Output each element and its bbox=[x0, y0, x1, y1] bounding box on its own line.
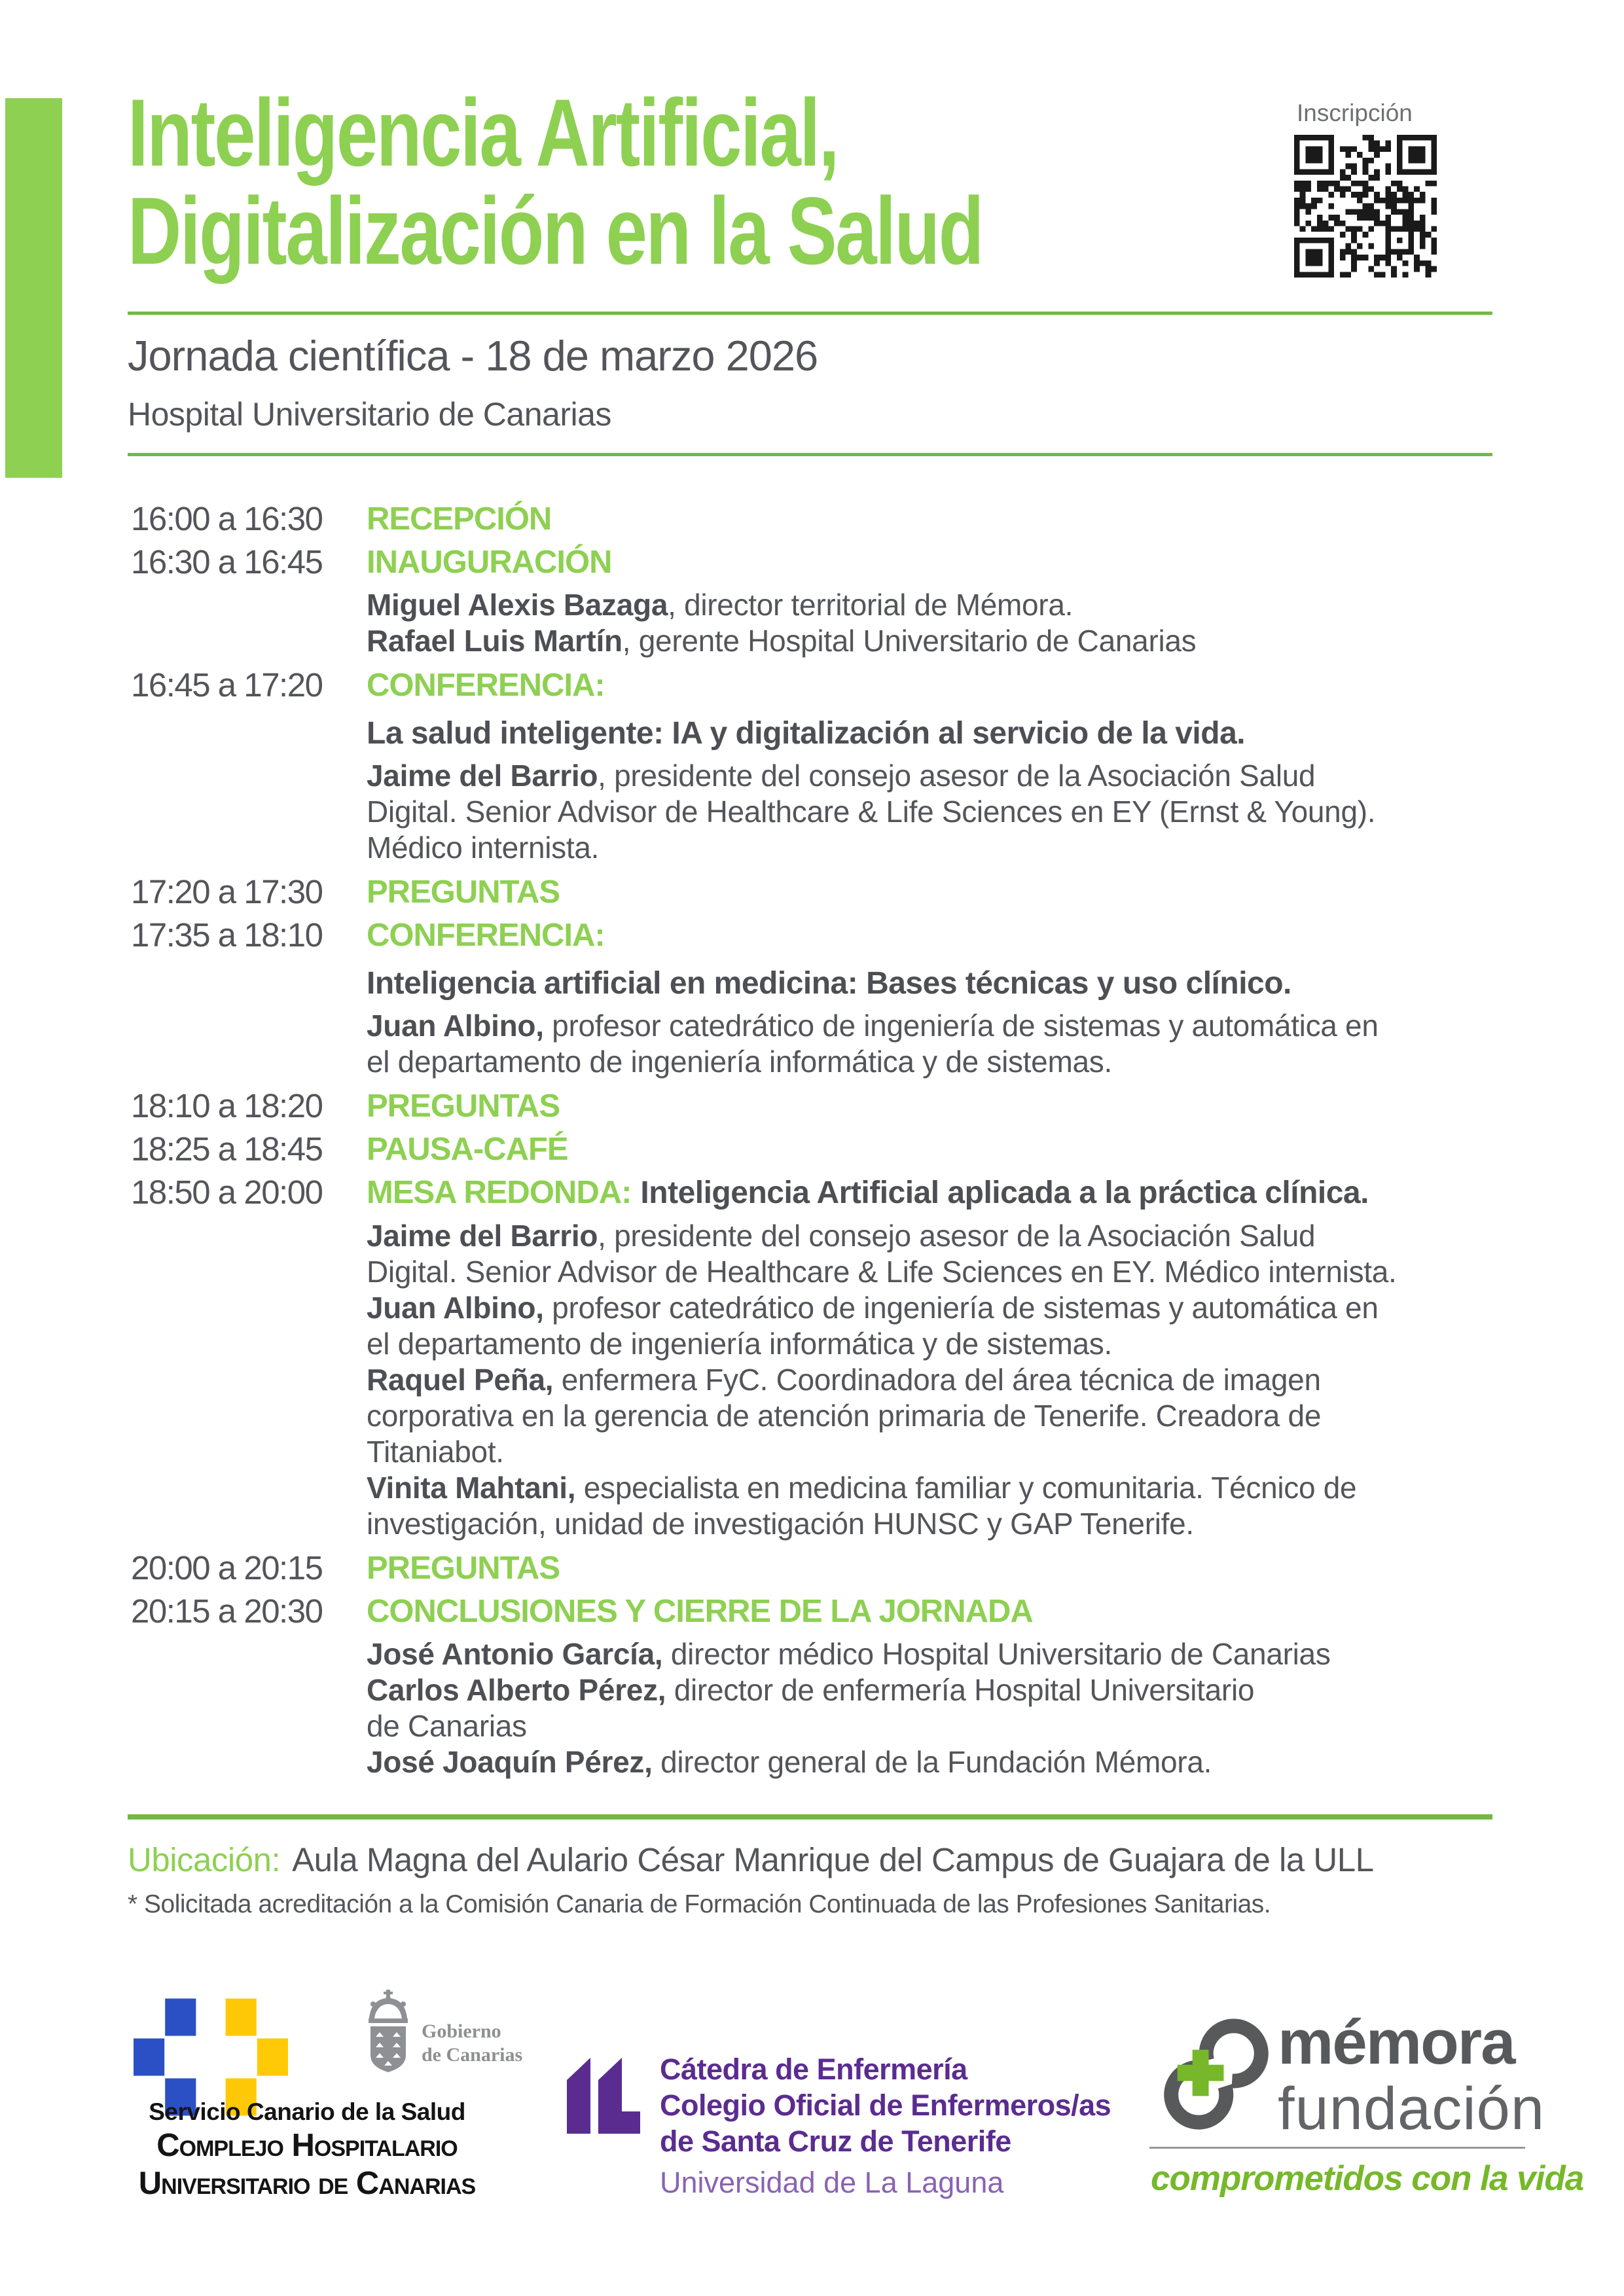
schedule bbox=[128, 494, 1535, 1788]
memora-divider bbox=[1149, 2147, 1525, 2149]
scs-service-label: Servicio Canario de la Salud bbox=[149, 2098, 465, 2125]
talk-title: La salud inteligente: IA y digitalización al servicio de la vida. bbox=[367, 716, 1246, 751]
schedule-time: 18:50 a 20:00 bbox=[131, 1174, 323, 1211]
schedule-row bbox=[128, 1131, 1535, 1168]
schedule-heading: CONFERENCIA: bbox=[367, 918, 605, 953]
speaker-line: corporativa en la gerencia de atención primaria de Tenerife. Creadora de bbox=[367, 1399, 1322, 1433]
location-text: Aula Magna del Aulario César Manrique del Campus de Guajara de la ULL bbox=[292, 1841, 1374, 1878]
schedule-heading: CONCLUSIONES Y CIERRE DE LA JORNADA bbox=[367, 1594, 1033, 1629]
schedule-row bbox=[128, 544, 1535, 659]
schedule-row bbox=[128, 1593, 1535, 1780]
speaker-line: Carlos Alberto Pérez, director de enfermería Hospital Universitario bbox=[367, 1673, 1255, 1707]
schedule-time: 18:10 a 18:20 bbox=[131, 1087, 323, 1124]
catedra-line: de Santa Cruz de Tenerife bbox=[660, 2125, 1011, 2158]
catedra-line: Colegio Oficial de Enfermeros/as bbox=[660, 2089, 1111, 2122]
schedule-time: 17:35 a 18:10 bbox=[131, 916, 323, 954]
schedule-time: 16:00 a 16:30 bbox=[131, 500, 323, 537]
speaker-line: Juan Albino, profesor catedrático de ingeniería de sistemas y automática en bbox=[367, 1009, 1379, 1043]
memora-name: mémora bbox=[1278, 2007, 1515, 2077]
speaker-line: José Joaquín Pérez, director general de la Fundación Mémora. bbox=[367, 1745, 1212, 1779]
schedule-content bbox=[367, 501, 1535, 537]
speaker-lines bbox=[367, 1218, 1535, 1542]
location-label: Ubicación: bbox=[128, 1841, 281, 1878]
speaker-line: Juan Albino, profesor catedrático de ingeniería de sistemas y automática en bbox=[367, 1291, 1379, 1325]
speaker-line: el departamento de ingeniería informática y de sistemas. bbox=[367, 1045, 1112, 1079]
schedule-content bbox=[367, 1174, 1535, 1542]
event-venue: Hospital Universitario de Canarias bbox=[128, 396, 611, 433]
schedule-content bbox=[367, 1550, 1535, 1587]
memora-logo-icon bbox=[1160, 2013, 1272, 2135]
memora-tagline: comprometidos con la vida bbox=[1151, 2159, 1584, 2198]
speaker-line: de Canarias bbox=[367, 1709, 527, 1743]
catedra-line: Cátedra de Enfermería bbox=[660, 2053, 967, 2086]
gobierno-canarias-label: Gobierno de Canarias bbox=[422, 2020, 523, 2066]
speaker-lines bbox=[367, 1008, 1535, 1080]
accent-bar bbox=[5, 98, 62, 478]
scs-complex-line1: Complejo Hospitalario bbox=[156, 2128, 458, 2163]
speaker-line: Rafael Luis Martín, gerente Hospital Universitario de Canarias bbox=[367, 624, 1197, 658]
schedule-time: 16:30 a 16:45 bbox=[131, 543, 323, 581]
schedule-time: 20:00 a 20:15 bbox=[131, 1549, 323, 1587]
schedule-content bbox=[367, 667, 1535, 866]
gobierno-canarias-crest-icon bbox=[364, 1990, 412, 2075]
speaker-line: Vinita Mahtani, especialista en medicina familiar y comunitaria. Técnico de bbox=[367, 1471, 1357, 1505]
schedule-time: 17:20 a 17:30 bbox=[131, 873, 323, 910]
scs-complex-line2: Universitario de Canarias bbox=[138, 2166, 476, 2201]
qr-code-icon bbox=[1294, 135, 1437, 278]
catedra-university: Universidad de La Laguna bbox=[660, 2166, 1004, 2199]
speaker-line: el departamento de ingeniería informática y de sistemas. bbox=[367, 1327, 1112, 1361]
ull-logo-icon bbox=[567, 2055, 640, 2139]
schedule-heading: PREGUNTAS bbox=[367, 874, 560, 910]
schedule-heading: CONFERENCIA: bbox=[367, 668, 605, 703]
location-line bbox=[128, 1840, 1373, 1879]
schedule-row bbox=[128, 1550, 1535, 1587]
schedule-heading: PAUSA-CAFÉ bbox=[367, 1132, 568, 1167]
schedule-content bbox=[367, 874, 1535, 910]
inscription-label: Inscripción bbox=[1297, 99, 1413, 126]
schedule-row bbox=[128, 667, 1535, 866]
speaker-line: Digital. Senior Advisor de Healthcare & Life Sciences en EY. Médico internista. bbox=[367, 1255, 1397, 1289]
speaker-line: Miguel Alexis Bazaga, director territorial de Mémora. bbox=[367, 588, 1074, 622]
speaker-line: investigación, unidad de investigación HUNSC y GAP Tenerife. bbox=[367, 1507, 1194, 1541]
speaker-lines bbox=[367, 1636, 1535, 1780]
poster-title-line2: Digitalización en la Salud bbox=[128, 177, 983, 284]
schedule-heading: INAUGURACIÓN bbox=[367, 545, 612, 580]
poster-title bbox=[128, 79, 983, 284]
schedule-heading: MESA REDONDA: Inteligencia Artificial aplicada a la práctica clínica. bbox=[367, 1175, 1369, 1210]
schedule-row bbox=[128, 1174, 1535, 1542]
schedule-row bbox=[128, 501, 1535, 537]
divider-top bbox=[128, 312, 1492, 315]
accreditation-footnote: * Solicitada acreditación a la Comisión Canaria de Formación Continuada de las Profesiones Sanitarias. bbox=[128, 1890, 1271, 1918]
event-subtitle: Jornada científica - 18 de marzo 2026 bbox=[128, 332, 818, 380]
divider-bottom bbox=[128, 1814, 1492, 1820]
speaker-line: Jaime del Barrio, presidente del consejo asesor de la Asociación Salud bbox=[367, 1219, 1316, 1253]
speaker-line: Jaime del Barrio, presidente del consejo asesor de la Asociación Salud bbox=[367, 759, 1316, 793]
talk-title: Inteligencia artificial en medicina: Bases técnicas y uso clínico. bbox=[367, 966, 1291, 1001]
schedule-heading: PREGUNTAS bbox=[367, 1088, 560, 1124]
schedule-content bbox=[367, 1088, 1535, 1124]
speaker-line: Digital. Senior Advisor de Healthcare & Life Sciences en EY (Ernst & Young). bbox=[367, 795, 1376, 829]
poster-title-line1: Inteligencia Artificial, bbox=[128, 79, 839, 186]
schedule-heading: PREGUNTAS bbox=[367, 1551, 560, 1586]
speaker-line: Raquel Peña, enfermera FyC. Coordinadora del área técnica de imagen bbox=[367, 1363, 1321, 1397]
schedule-content bbox=[367, 544, 1535, 659]
schedule-row bbox=[128, 917, 1535, 1080]
memora-sub: fundación bbox=[1278, 2075, 1545, 2142]
speaker-line: Médico internista. bbox=[367, 831, 600, 865]
speaker-line: Titaniabot. bbox=[367, 1435, 504, 1469]
catedra-block bbox=[660, 2051, 1111, 2200]
speaker-lines bbox=[367, 758, 1535, 866]
schedule-content bbox=[367, 1593, 1535, 1780]
schedule-row bbox=[128, 1088, 1535, 1124]
speaker-line: José Antonio García, director médico Hospital Universitario de Canarias bbox=[367, 1637, 1331, 1671]
schedule-heading: RECEPCIÓN bbox=[367, 501, 552, 537]
speaker-lines bbox=[367, 587, 1535, 659]
roundtable-title: Inteligencia Artificial aplicada a la práctica clínica. bbox=[640, 1175, 1369, 1210]
schedule-time: 18:25 a 18:45 bbox=[131, 1130, 323, 1168]
schedule-content bbox=[367, 1131, 1535, 1168]
schedule-row bbox=[128, 874, 1535, 910]
divider-header bbox=[128, 453, 1492, 456]
schedule-time: 16:45 a 17:20 bbox=[131, 666, 323, 704]
schedule-time: 20:15 a 20:30 bbox=[131, 1592, 323, 1630]
schedule-content bbox=[367, 917, 1535, 1080]
